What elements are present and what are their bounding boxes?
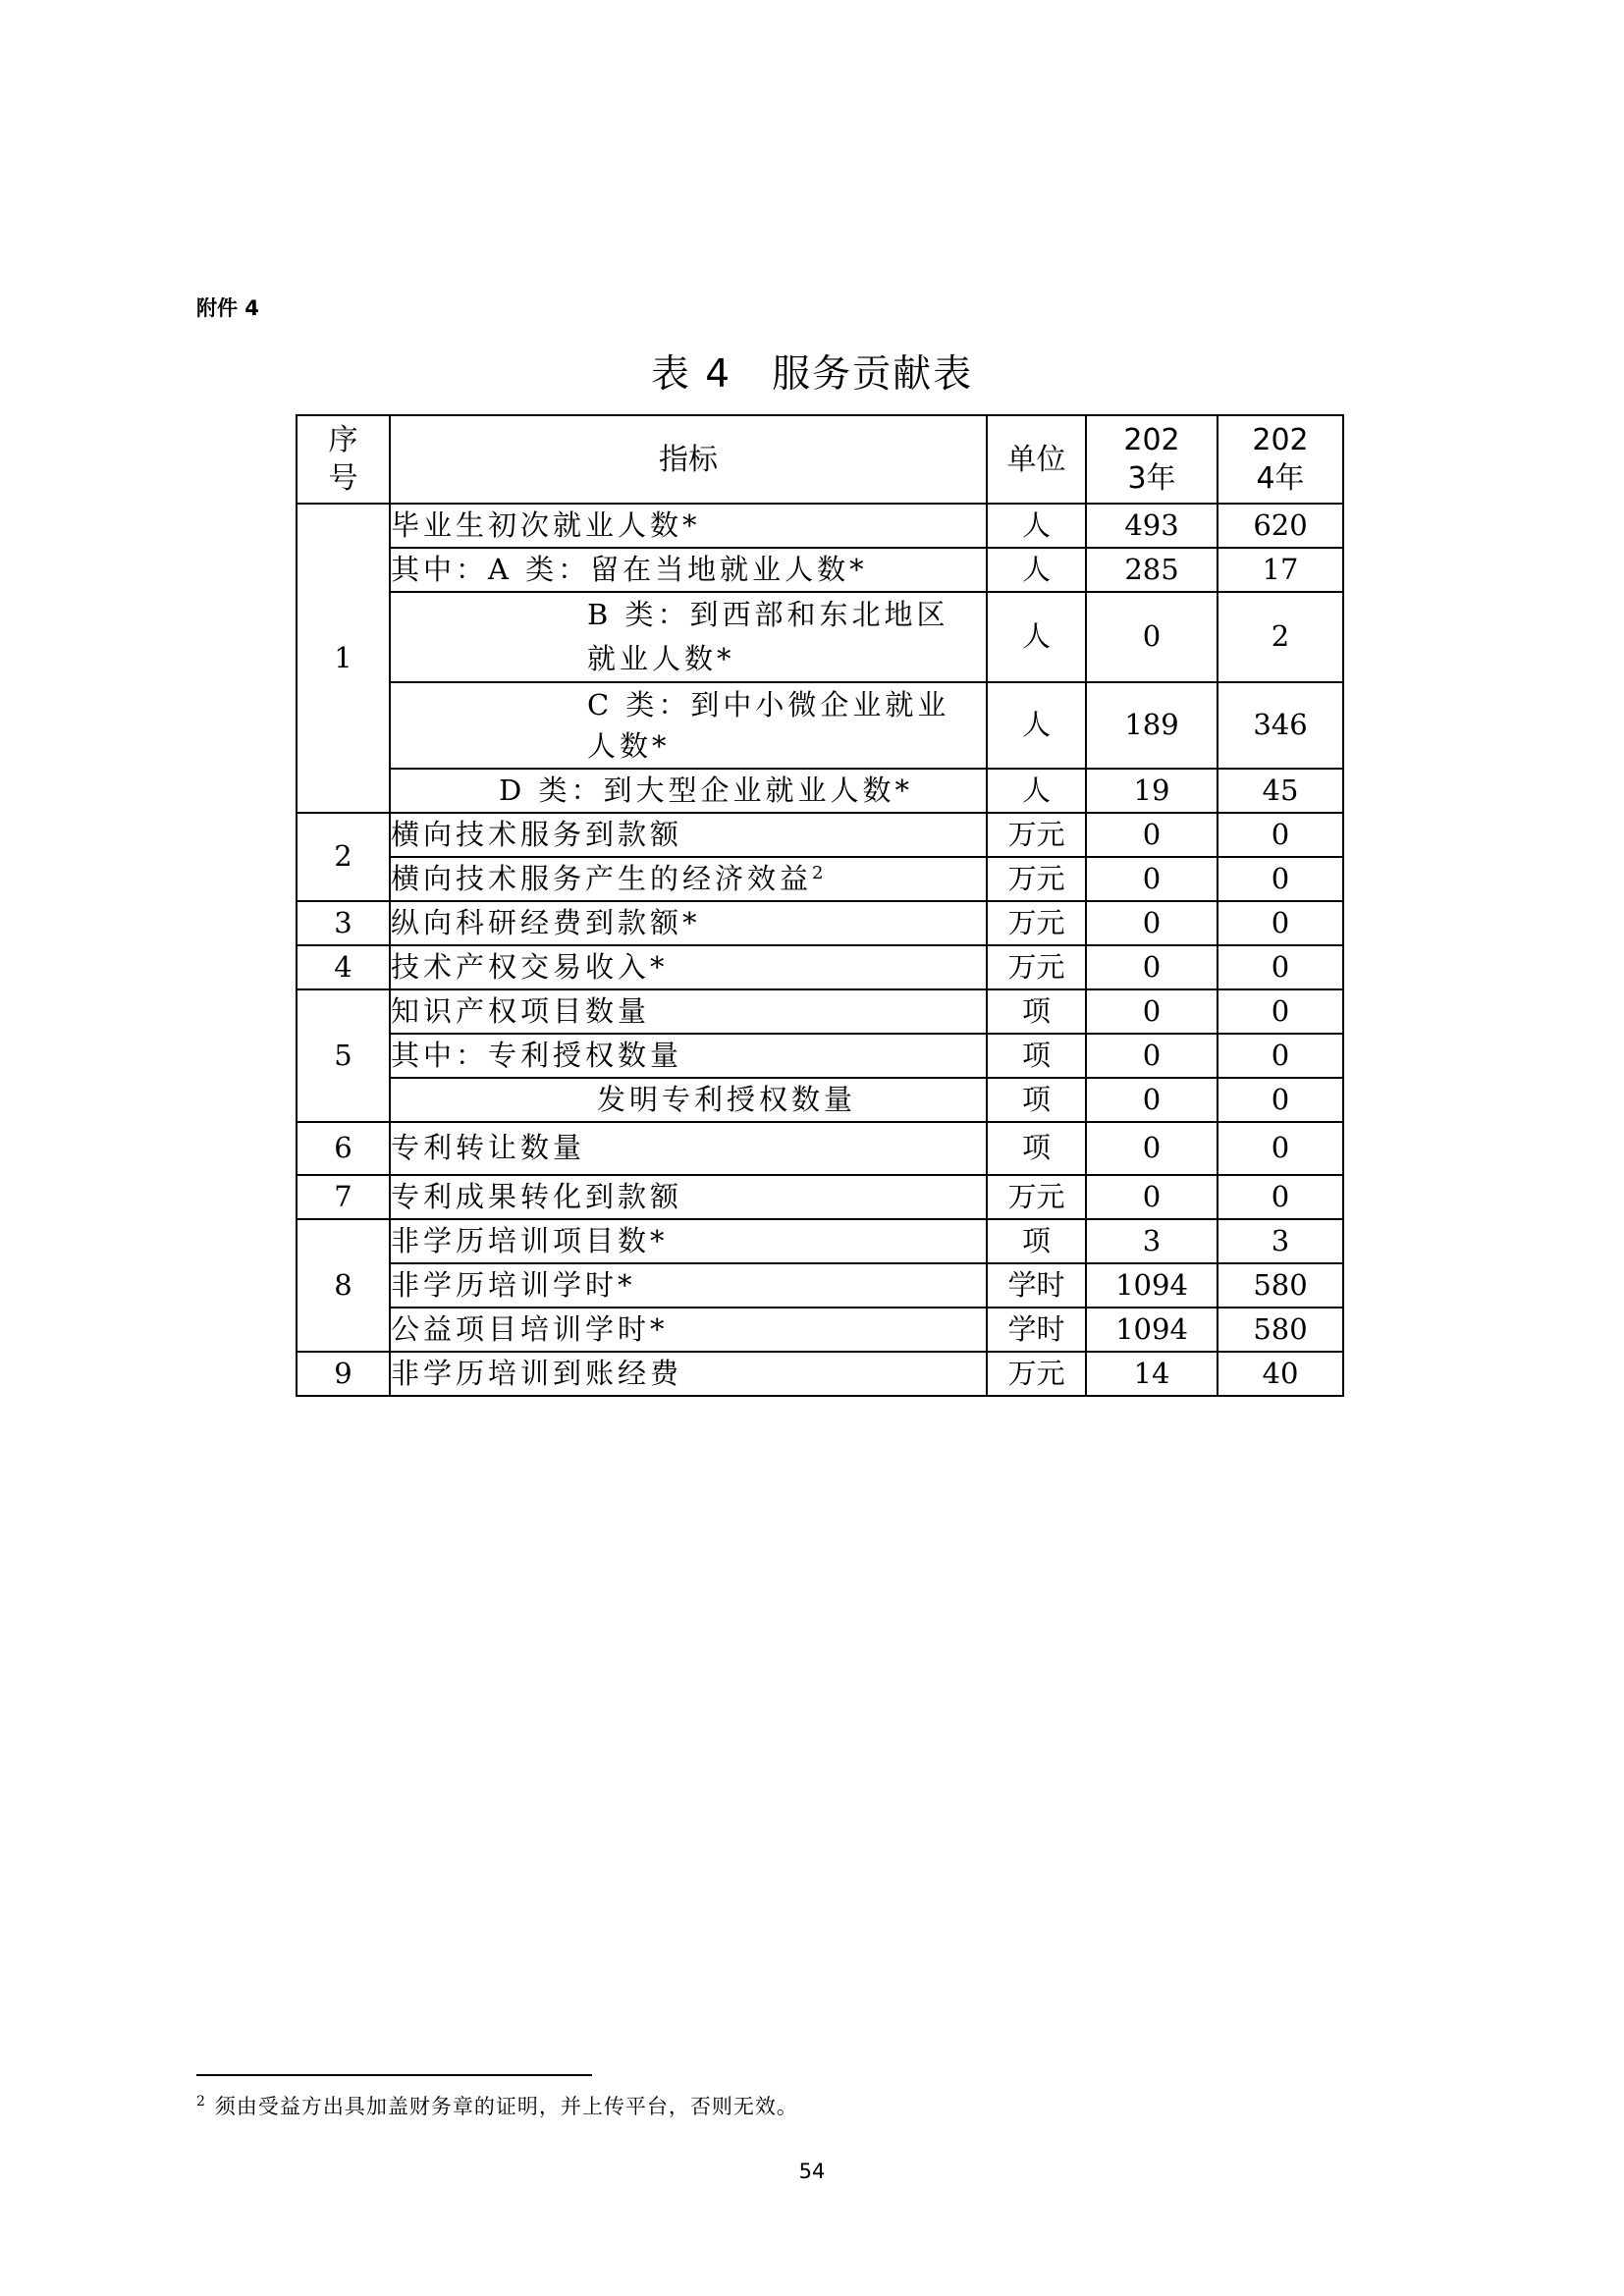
table-row xyxy=(297,857,1343,901)
value-2023-cell: 0 xyxy=(1086,989,1218,1034)
value-2024-cell: 40 xyxy=(1218,1352,1343,1396)
seq-cell: 7 xyxy=(297,1175,390,1219)
value-2024-cell: 0 xyxy=(1218,1034,1343,1078)
table-title: 表 4 服务贡献表 xyxy=(650,352,974,397)
unit-cell: 万元 xyxy=(987,901,1086,945)
seq-cell: 2 xyxy=(297,813,390,901)
value-2023-cell: 0 xyxy=(1086,901,1218,945)
indicator-cell: 其中：专利授权数量 xyxy=(390,1034,987,1078)
value-2023-cell: 0 xyxy=(1086,1078,1218,1122)
seq-cell: 6 xyxy=(297,1122,390,1175)
seq-cell: 5 xyxy=(297,989,390,1122)
value-2023-cell: 0 xyxy=(1086,857,1218,901)
value-2024-cell: 580 xyxy=(1218,1263,1343,1308)
table-row xyxy=(297,813,1343,857)
indicator-cell: 知识产权项目数量 xyxy=(390,989,987,1034)
table-row xyxy=(297,769,1343,813)
indicator-cell: 技术产权交易收入* xyxy=(390,945,987,989)
seq-cell: 1 xyxy=(297,504,390,813)
indicator-cell: 公益项目培训学时* xyxy=(390,1308,987,1352)
value-2024-cell: 45 xyxy=(1218,769,1343,813)
unit-cell: 项 xyxy=(987,1122,1086,1175)
table-row xyxy=(297,1263,1343,1308)
footnote-text: 须由受益方出具加盖财务章的证明，并上传平台，否则无效。 xyxy=(214,2095,798,2118)
header-unit: 单位 xyxy=(987,415,1086,504)
indicator-cell: 发明专利授权数量 xyxy=(390,1078,987,1122)
unit-cell: 万元 xyxy=(987,945,1086,989)
value-2024-cell: 0 xyxy=(1218,857,1343,901)
value-2023-cell: 189 xyxy=(1086,682,1218,769)
indicator-cell: 纵向科研经费到款额* xyxy=(390,901,987,945)
footnote xyxy=(196,2091,798,2120)
value-2024-cell: 346 xyxy=(1218,682,1343,769)
value-2023-cell: 285 xyxy=(1086,548,1218,592)
page-number: 54 xyxy=(798,2160,826,2183)
table-header-row xyxy=(297,415,1343,504)
value-2024-cell: 0 xyxy=(1218,1078,1343,1122)
value-2023-cell: 14 xyxy=(1086,1352,1218,1396)
value-2023-cell: 493 xyxy=(1086,504,1218,548)
unit-cell: 项 xyxy=(987,1078,1086,1122)
unit-cell: 万元 xyxy=(987,857,1086,901)
service-contribution-table xyxy=(296,414,1344,1397)
table-row xyxy=(297,1352,1343,1396)
footnote-separator xyxy=(196,2074,592,2076)
seq-cell: 8 xyxy=(297,1219,390,1352)
value-2024-cell: 0 xyxy=(1218,1175,1343,1219)
unit-cell: 人 xyxy=(987,548,1086,592)
value-2024-cell: 620 xyxy=(1218,504,1343,548)
unit-cell: 人 xyxy=(987,592,1086,682)
indicator-cell: 专利成果转化到款额 xyxy=(390,1175,987,1219)
attachment-label: 附件 4 xyxy=(196,296,259,320)
value-2023-cell: 0 xyxy=(1086,1034,1218,1078)
value-2023-cell: 0 xyxy=(1086,592,1218,682)
table-row xyxy=(297,1308,1343,1352)
value-2024-cell: 0 xyxy=(1218,901,1343,945)
table-row xyxy=(297,945,1343,989)
value-2023-cell: 0 xyxy=(1086,945,1218,989)
value-2024-cell: 580 xyxy=(1218,1308,1343,1352)
table-row xyxy=(297,1175,1343,1219)
unit-cell: 万元 xyxy=(987,813,1086,857)
value-2023-cell: 0 xyxy=(1086,1122,1218,1175)
unit-cell: 学时 xyxy=(987,1308,1086,1352)
footnote-mark: 2 xyxy=(196,2094,205,2109)
indicator-cell: 毕业生初次就业人数* xyxy=(390,504,987,548)
table-row xyxy=(297,901,1343,945)
value-2023-cell: 0 xyxy=(1086,1175,1218,1219)
value-2024-cell: 17 xyxy=(1218,548,1343,592)
value-2024-cell: 0 xyxy=(1218,989,1343,1034)
value-2023-cell: 1094 xyxy=(1086,1263,1218,1308)
table-row xyxy=(297,1122,1343,1175)
unit-cell: 人 xyxy=(987,769,1086,813)
unit-cell: 项 xyxy=(987,1219,1086,1263)
seq-cell: 4 xyxy=(297,945,390,989)
header-indicator: 指标 xyxy=(390,415,987,504)
indicator-cell: D 类：到大型企业就业人数* xyxy=(390,769,987,813)
indicator-cell: C 类：到中小微企业就业人数* xyxy=(390,682,987,769)
footnote-ref: 2 xyxy=(812,862,824,883)
indicator-cell: 横向技术服务产生的经济效益$^2$ xyxy=(390,857,987,901)
unit-cell: 万元 xyxy=(987,1175,1086,1219)
table-row xyxy=(297,682,1343,769)
value-2024-cell: 0 xyxy=(1218,945,1343,989)
header-2023: 2023年 xyxy=(1086,415,1218,504)
unit-cell: 项 xyxy=(987,1034,1086,1078)
unit-cell: 学时 xyxy=(987,1263,1086,1308)
table-row xyxy=(297,504,1343,548)
indicator-cell: 非学历培训学时* xyxy=(390,1263,987,1308)
indicator-cell: 横向技术服务到款额 xyxy=(390,813,987,857)
value-2023-cell: 19 xyxy=(1086,769,1218,813)
unit-cell: 项 xyxy=(987,989,1086,1034)
value-2023-cell: 0 xyxy=(1086,813,1218,857)
table-row xyxy=(297,1078,1343,1122)
value-2024-cell: 0 xyxy=(1218,1122,1343,1175)
indicator-cell: 其中：A 类：留在当地就业人数* xyxy=(390,548,987,592)
value-2024-cell: 3 xyxy=(1218,1219,1343,1263)
indicator-cell: B 类：到西部和东北地区就业人数* xyxy=(390,592,987,682)
table-row xyxy=(297,592,1343,682)
unit-cell: 人 xyxy=(987,682,1086,769)
value-2024-cell: 2 xyxy=(1218,592,1343,682)
seq-cell: 9 xyxy=(297,1352,390,1396)
value-2024-cell: 0 xyxy=(1218,813,1343,857)
unit-cell: 人 xyxy=(987,504,1086,548)
table-row xyxy=(297,1219,1343,1263)
unit-cell: 万元 xyxy=(987,1352,1086,1396)
seq-cell: 3 xyxy=(297,901,390,945)
indicator-cell: 非学历培训到账经费 xyxy=(390,1352,987,1396)
value-2023-cell: 1094 xyxy=(1086,1308,1218,1352)
table-row xyxy=(297,548,1343,592)
table-row xyxy=(297,989,1343,1034)
header-seq: 序号 xyxy=(297,415,390,504)
indicator-cell: 专利转让数量 xyxy=(390,1122,987,1175)
value-2023-cell: 3 xyxy=(1086,1219,1218,1263)
header-2024: 2024年 xyxy=(1218,415,1343,504)
table-row xyxy=(297,1034,1343,1078)
indicator-cell: 非学历培训项目数* xyxy=(390,1219,987,1263)
